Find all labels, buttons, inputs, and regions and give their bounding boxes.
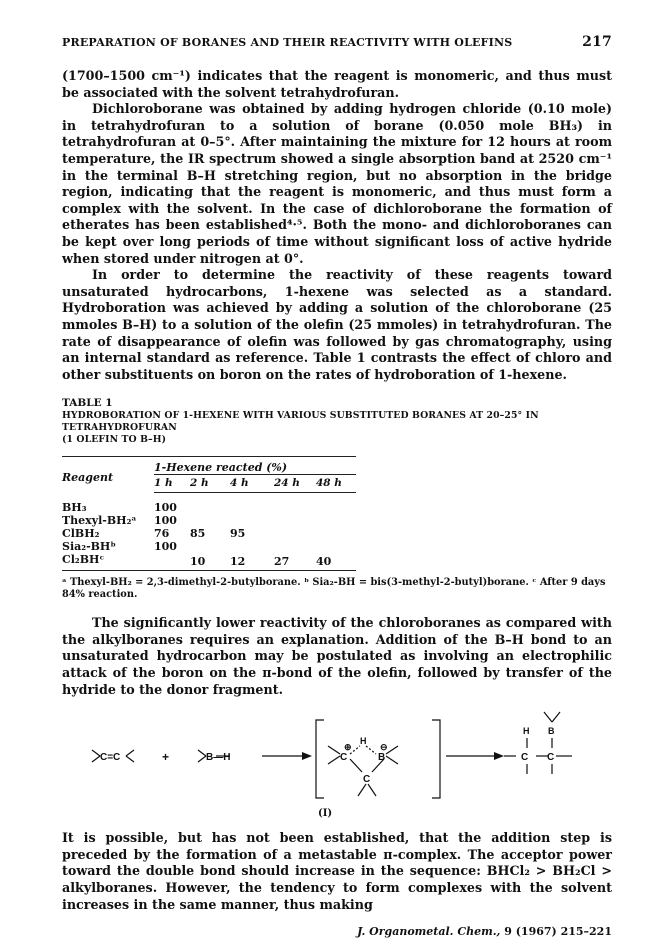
value-cell (274, 540, 316, 553)
product-c-right: C (547, 752, 555, 764)
table-caption-line2: (1 OLEFIN TO B–H) (62, 434, 167, 446)
value-cell (316, 527, 356, 540)
journal-volume: 9 (1967) 215–221 (504, 925, 612, 938)
reaction-scheme (62, 704, 612, 822)
value-cell (274, 527, 316, 540)
value-cell (316, 514, 356, 527)
value-cell: 100 (154, 514, 177, 528)
header-time: 1 h (154, 475, 190, 493)
value-cell (154, 553, 190, 571)
olefin-label: C=C (100, 752, 121, 764)
product-c-left: C (521, 752, 529, 764)
table-label: TABLE 1 (62, 397, 113, 410)
table-footnote: ᵃ Thexyl-BH₂ = 2,3-dimethyl-2-butylborane. ᵇ Sia₂-BH = bis(3-methyl-2-butyl)borane. ᶜ After 9 days 84% reaction. (62, 577, 606, 601)
value-cell: 12 (230, 553, 274, 571)
table-caption (62, 410, 612, 446)
paragraph-3: In order to determine the reactivity of these reagents toward unsaturated hydrocarbons, 1-hexene was selected as a standard. Hydroboration was achieved by adding a solution of the chloroborane (25 mmoles B–H) to a solution of the olefin (25 mmoles) in tetrahydrofuran. The rate of disappearance of olefin was followed by gas chromatography, using an internal standard as reference. Table 1 contrasts the effect of chloro and other substituents on boron on the rates of hydroboration of 1-hexene. (62, 267, 612, 382)
header-reagent: Reagent (62, 457, 154, 493)
value-cell (274, 514, 316, 527)
value-cell (230, 493, 274, 515)
value-cell (230, 540, 274, 553)
table-row (62, 493, 356, 515)
value-cell (190, 540, 230, 553)
paragraph-4: The significantly lower reactivity of the chloroboranes as compared with the alkylboranes requires an explanation. Addition of the B–H bond to an unsaturated hydrocarbon may be postulated as involving an electrophilic attack of the boron on the π-bond of the olefin, followed by transfer of the hydride to the donor fragment. (62, 615, 612, 697)
value-cell: 10 (190, 553, 230, 571)
value-cell: 100 (154, 540, 177, 554)
running-header (62, 34, 612, 50)
complex-b: B (378, 752, 386, 764)
table-row (62, 553, 356, 571)
table-caption-line1: HYDROBORATION OF 1-HEXENE WITH VARIOUS SUBSTITUTED BORANES AT 20–25° IN TETRAHYDROFURAN (62, 410, 539, 434)
reaction-scheme-drawing (62, 704, 612, 808)
header-time: 48 h (316, 475, 356, 493)
table-row (62, 527, 356, 540)
value-cell (274, 493, 316, 515)
paragraph-1: (1700–1500 cm⁻¹) indicates that the reagent is monomeric, and thus must be associated with the solvent tetrahydrofuran. (62, 68, 612, 100)
product-h: H (523, 726, 530, 737)
header-hexene-reacted: 1-Hexene reacted (%) (154, 457, 356, 475)
value-cell: 85 (190, 527, 206, 541)
value-cell (190, 514, 230, 527)
value-cell: 76 (154, 527, 170, 541)
minus-charge: ⊖ (380, 742, 388, 753)
page (62, 34, 612, 938)
value-cell (316, 540, 356, 553)
header-time: 24 h (274, 475, 316, 493)
table-row (62, 540, 356, 553)
reagent-cell: Sia₂-BHᵇ (62, 540, 116, 554)
reagent-cell: BH₃ (62, 501, 87, 515)
data-table (62, 456, 356, 571)
value-cell: 40 (316, 553, 356, 571)
complex-c-bottom: C (363, 774, 371, 786)
complex-c-left: C (340, 752, 348, 764)
reagent-cell: Thexyl-BH₂ᵃ (62, 514, 137, 528)
value-cell (230, 514, 274, 527)
header-time: 2 h (190, 475, 230, 493)
plus-charge: ⊕ (344, 742, 352, 753)
journal-name: J. Organometal. Chem., (357, 925, 501, 938)
value-cell: 27 (274, 553, 316, 571)
table-1 (62, 397, 612, 601)
plus-sign: + (162, 750, 170, 765)
compound-label: (I) (318, 808, 333, 820)
borane-label: B—H (206, 752, 231, 764)
paragraph-5: It is possible, but has not been established, that the addition step is preceded by the formation of a metastable π-complex. The acceptor power toward the double bond should increase in the sequence: BHCl₂ > BH₂Cl > alkylboranes. However, the tendency to form complexes with the solvent increases in the same manner, thus making (62, 830, 612, 912)
journal-citation (62, 925, 612, 938)
product-b: B (548, 726, 555, 737)
header-time: 4 h (230, 475, 274, 493)
complex-h: H (360, 736, 367, 747)
running-title: PREPARATION OF BORANES AND THEIR REACTIVITY WITH OLEFINS (62, 36, 513, 49)
value-cell: 95 (230, 527, 246, 541)
value-cell: 100 (154, 501, 177, 515)
reagent-cell: ClBH₂ (62, 527, 100, 541)
reagent-cell: Cl₂BHᶜ (62, 553, 154, 571)
paragraph-2: Dichloroborane was obtained by adding hydrogen chloride (0.10 mole) in tetrahydrofuran to a solution of borane (0.050 mole BH₃) in tetrahydrofuran at 0–5°. After maintaining the mixture for 12 hours at room temperature, the IR spectrum showed a single absorption band at 2520 cm⁻¹ in the terminal B–H stretching region, but no absorption in the bridge region, indicating that the reagent is monomeric, and thus must form a complex with the solvent. In the case of dichloroborane the formation of etherates has been established⁴·⁵. Both the mono- and dichloroboranes can be kept over long periods of time without significant loss of active hydride when stored under nitrogen at 0°. (62, 101, 612, 266)
page-number: 217 (582, 34, 612, 50)
value-cell (190, 493, 230, 515)
table-row (62, 514, 356, 527)
value-cell (316, 493, 356, 515)
